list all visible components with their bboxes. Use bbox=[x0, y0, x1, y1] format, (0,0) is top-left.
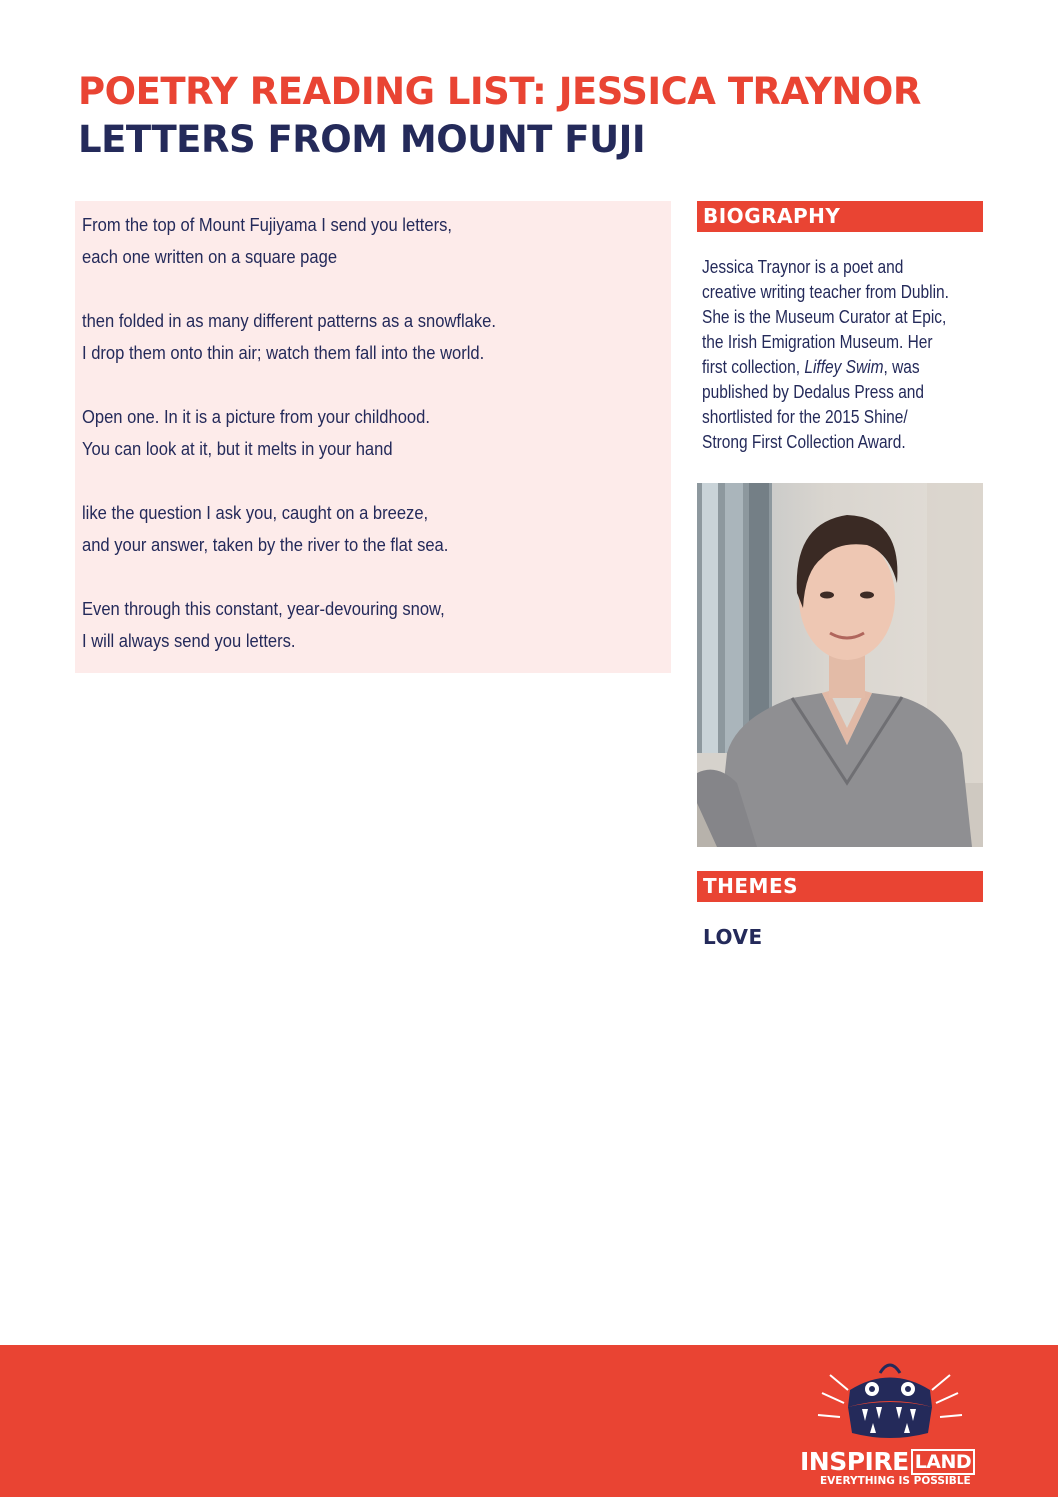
biography-line: the Irish Emigration Museum. Her bbox=[702, 332, 933, 352]
poem-line: I drop them onto thin air; watch them fall into the world. bbox=[82, 343, 485, 363]
biography-line: shortlisted for the 2015 Shine/ bbox=[702, 407, 908, 427]
logo-wordmark bbox=[800, 1447, 980, 1476]
poem-stanza bbox=[82, 209, 671, 273]
biography-line: published by Dedalus Press and bbox=[702, 382, 925, 402]
poem-line: then folded in as many different patterns as a snowflake. bbox=[82, 311, 496, 331]
poem-line: From the top of Mount Fujiyama I send you letters, bbox=[82, 215, 453, 235]
poem-stanza bbox=[82, 497, 671, 561]
page-title: POETRY READING LIST: JESSICA TRAYNOR bbox=[78, 70, 921, 113]
biography-text-fragment: first collection, bbox=[702, 357, 805, 377]
biography-line: She is the Museum Curator at Epic, bbox=[702, 307, 947, 327]
biography-line: Jessica Traynor is a poet and bbox=[702, 257, 904, 277]
theme-tag: LOVE bbox=[703, 925, 763, 949]
poem-line: Open one. In it is a picture from your childhood. bbox=[82, 407, 430, 427]
footer-bar bbox=[0, 1345, 1058, 1497]
poem-line: and your answer, taken by the river to the flat sea. bbox=[82, 535, 449, 555]
themes-heading: THEMES bbox=[697, 871, 983, 902]
author-portrait-image bbox=[697, 483, 983, 847]
poem-stanza bbox=[82, 401, 671, 465]
poem-line: I will always send you letters. bbox=[82, 631, 296, 651]
biography-line: creative writing teacher from Dublin. bbox=[702, 282, 949, 302]
biography-text bbox=[702, 255, 992, 455]
biography-line: Strong First Collection Award. bbox=[702, 432, 906, 452]
poem-stanza bbox=[82, 305, 671, 369]
poem-stanza bbox=[82, 593, 671, 657]
monster-mascot-icon bbox=[800, 1355, 980, 1450]
poem-line: Even through this constant, year-devouring snow, bbox=[82, 599, 445, 619]
inspireland-logo bbox=[800, 1355, 980, 1485]
poem-panel bbox=[75, 201, 671, 673]
poem-line: each one written on a square page bbox=[82, 247, 338, 267]
collection-title: Liffey Swim bbox=[804, 357, 884, 377]
poem-line: like the question I ask you, caught on a breeze, bbox=[82, 503, 429, 523]
poem-title: LETTERS FROM MOUNT FUJI bbox=[78, 118, 646, 161]
biography-line bbox=[702, 355, 951, 380]
logo-inspire: INSPIRE bbox=[800, 1447, 909, 1476]
logo-tagline: EVERYTHING IS POSSIBLE bbox=[820, 1475, 971, 1487]
poem-line: You can look at it, but it melts in your hand bbox=[82, 439, 393, 459]
biography-heading: BIOGRAPHY bbox=[697, 201, 983, 232]
author-photo bbox=[697, 483, 983, 847]
biography-text-fragment: , was bbox=[883, 357, 920, 377]
logo-land: LAND bbox=[911, 1449, 975, 1475]
